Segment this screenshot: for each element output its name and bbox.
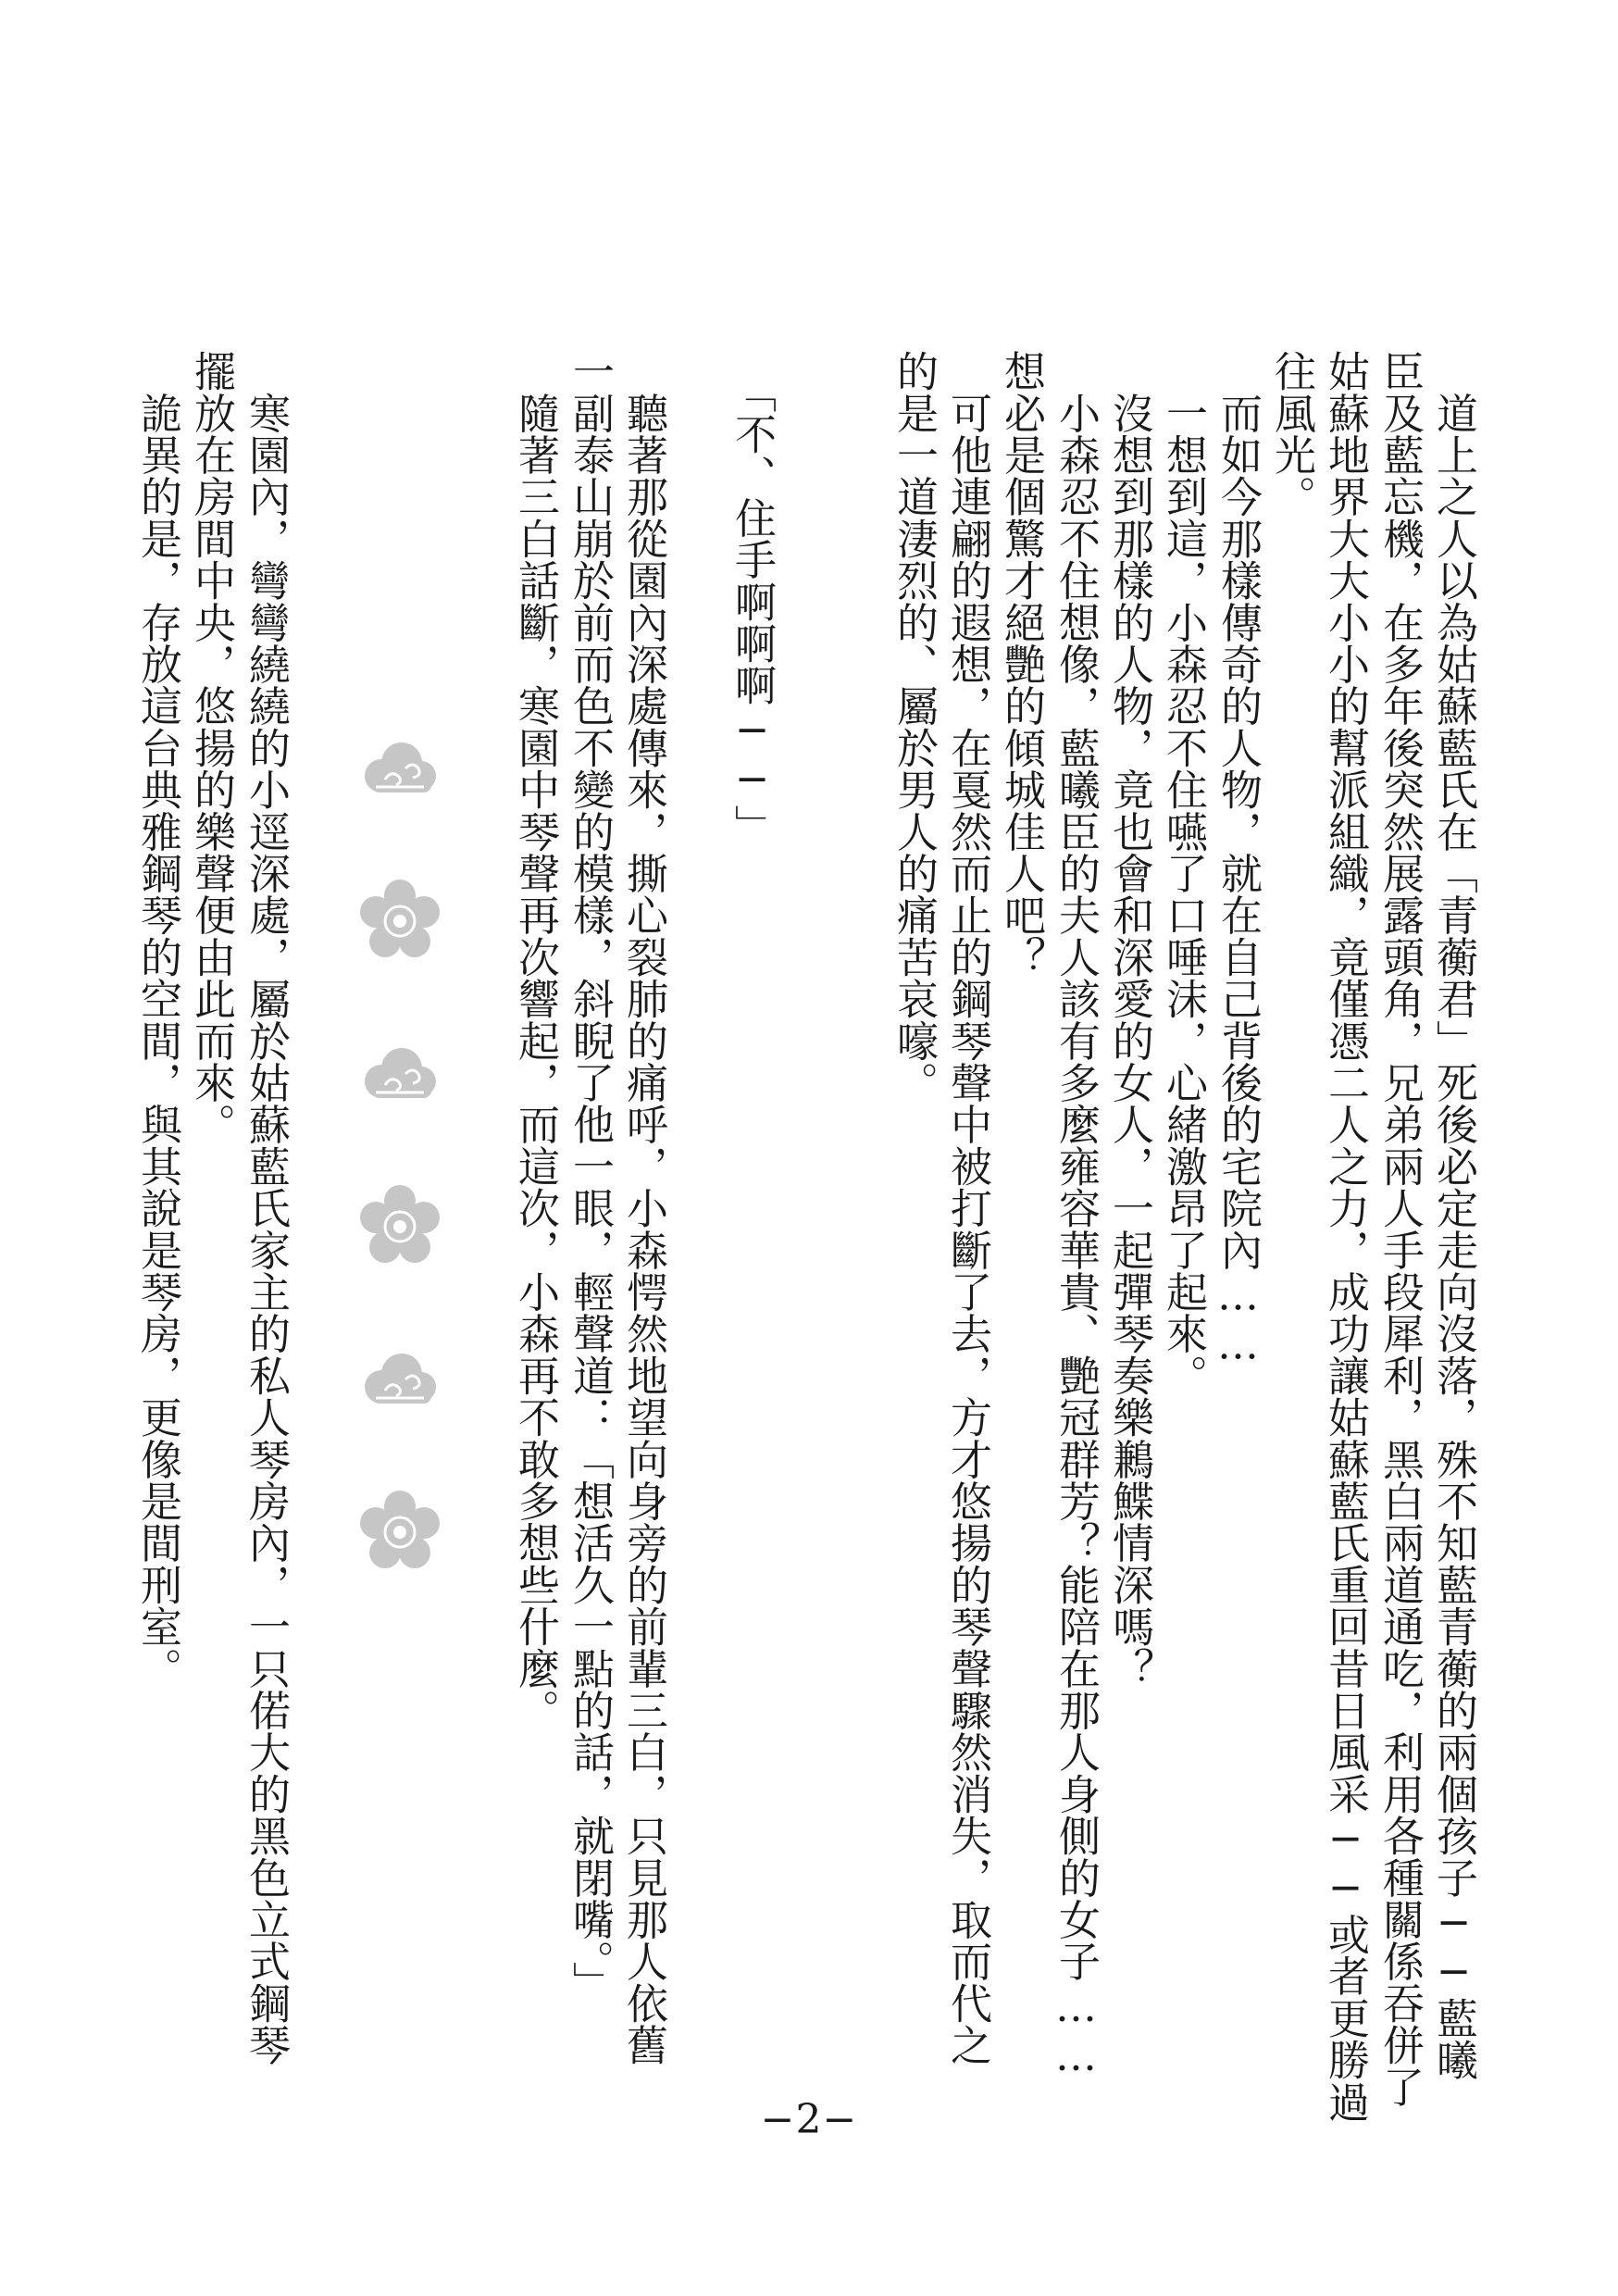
text-column: 想必是個驚才絕艷的傾城佳人吧？ xyxy=(997,350,1046,978)
text-column: 臣及藍忘機，在多年後突然展露頭角，兄弟兩人手段犀利，黑白兩道通吃，利用各種關係吞併了 xyxy=(1375,350,1425,2108)
text-column: 聽著那從園內深處傳來，撕心裂肺的痛呼，小森愕然地望向身旁的前輩三白，只見那人依舊 xyxy=(619,350,668,2066)
text-column: 沒想到那樣的人物，竟也會和深愛的女人，一起彈琴奏樂鶼鰈情深嗎？ xyxy=(1105,350,1154,1690)
cloud-ornament-icon xyxy=(354,1028,446,1120)
text-column: 隨著三白話斷，寒園中琴聲再次響起，而這次，小森再不敢多想些什麼。 xyxy=(511,350,560,1731)
text-column: 一副泰山崩於前而色不變的模樣，斜睨了他一眼，輕聲道：「想活久一點的話，就閉嘴。」 xyxy=(566,350,615,2003)
text-column: 的是一道淒烈的、屬於男人的痛苦哀嚎。 xyxy=(890,350,939,1104)
text-column: 小森忍不住想像，藍曦臣的夫人該有多麼雍容華貴、艷冠群芳？能陪在那人身側的女子…… xyxy=(1052,350,1101,2081)
text-column: 一想到這，小森忍不住嚥了口唾沫，心緒激昂了起來。 xyxy=(1159,350,1208,1396)
section-divider xyxy=(354,722,446,1583)
text-column: 道上之人以為姑蘇藍氏在「青蘅君」死後必定走向沒落，殊不知藍青蘅的兩個孩子──藍曦 xyxy=(1429,350,1478,2081)
cloud-ornament-icon xyxy=(354,722,446,815)
flower-ornament-icon xyxy=(354,875,446,967)
text-column: 往風光。 xyxy=(1267,350,1316,518)
text-column: 擺放在房間中央，悠揚的樂聲便由此而來。 xyxy=(187,350,236,1145)
flower-ornament-icon xyxy=(354,1486,446,1578)
text-column: 而如今那樣傳奇的人物，就在自己背後的宅院內…… xyxy=(1214,350,1263,1369)
cloud-ornament-icon xyxy=(354,1333,446,1426)
text-column: 姑蘇地界大大小小的幫派組織，竟僅憑二人之力，成功讓姑蘇藍氏重回昔日風采──或者更勝過 xyxy=(1321,350,1370,2123)
text-column: 詭異的是，存放這台典雅鋼琴的空間，與其說是琴房，更像是間刑室。 xyxy=(133,350,182,1690)
text-column: 寒園內，彎彎繞繞的小逕深處，屬於姑蘇藍氏家主的私人琴房內，一只偌大的黑色立式鋼琴 xyxy=(242,350,291,2066)
flower-ornament-icon xyxy=(354,1180,446,1273)
text-column: 可他連翩的遐想，在戛然而止的鋼琴聲中被打斷了去，方才悠揚的琴聲驟然消失，取而代之 xyxy=(943,350,992,2066)
page-number: −2− xyxy=(760,2096,858,2143)
dialogue-column: 「不、住手啊啊啊──」 xyxy=(728,350,777,846)
